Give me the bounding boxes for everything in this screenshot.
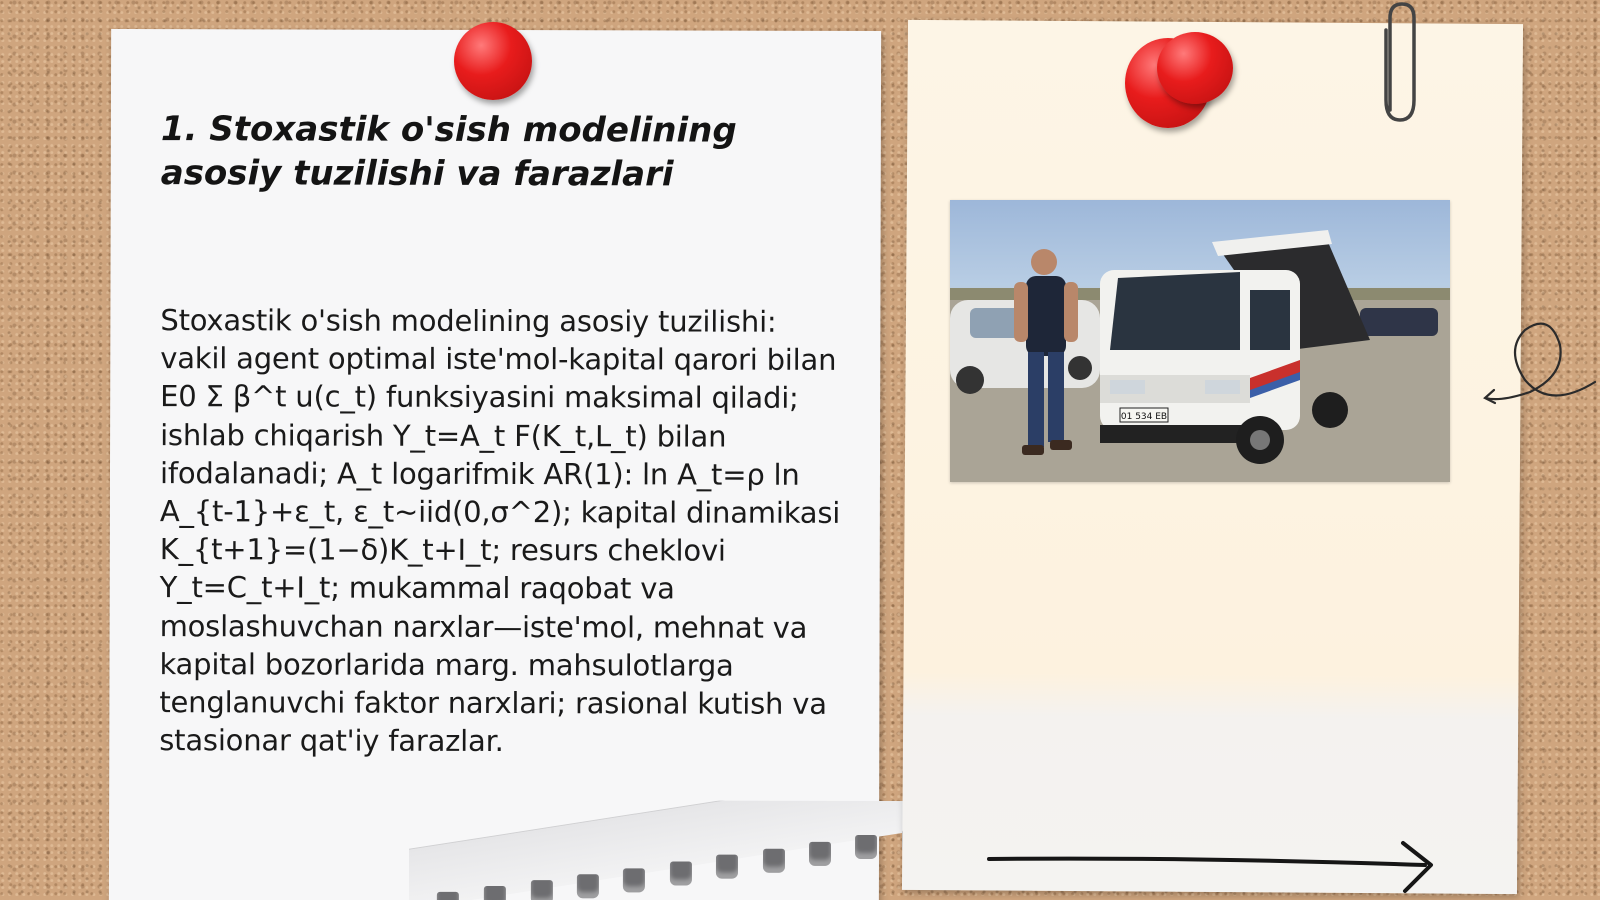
slide-body-text: Stoxastik o'sish modelining asosiy tuzilishi: vakil agent optimal iste'mol-kapital qarori bilan E0 Σ β^t u(c_t) funksiyasini maksimal qiladi; ishlab chiqarish Y_t=A_t F(K_t,L_t) bilan ifodalanadi; A_t logarifmik AR(1): ln A_t=ρ ln A_{t-1}+ε_t, ε_t~iid(0,σ^2); kapital dinamikasi K_{t+1}=(1−δ)K_t+I_t; resurs cheklovi Y_t=C_t+I_t; mukammal raqobat va moslashuvchan narxlar—iste'mol, mehnat va kapital bozorlarida marg. mahsulotlarga tenglanuvchi faktor narxlari; rasional kutish va stasionar qat'iy farazlar. bbox=[159, 303, 841, 759]
photo-illustration bbox=[950, 200, 1450, 482]
doodle-arrow-icon bbox=[1480, 310, 1600, 420]
plate-text: 01 534 EB bbox=[1120, 412, 1168, 422]
slide-heading: 1. Stoxastik o'sish modelining asosiy tuzilishi va farazlari bbox=[160, 109, 737, 195]
photo-man-with-truck bbox=[950, 200, 1450, 482]
left-note-card bbox=[109, 29, 881, 900]
paperclip-icon bbox=[1378, 0, 1422, 130]
red-pin-icon bbox=[1157, 32, 1233, 104]
arrow-right-icon bbox=[985, 835, 1445, 895]
red-pin-icon bbox=[454, 22, 532, 100]
